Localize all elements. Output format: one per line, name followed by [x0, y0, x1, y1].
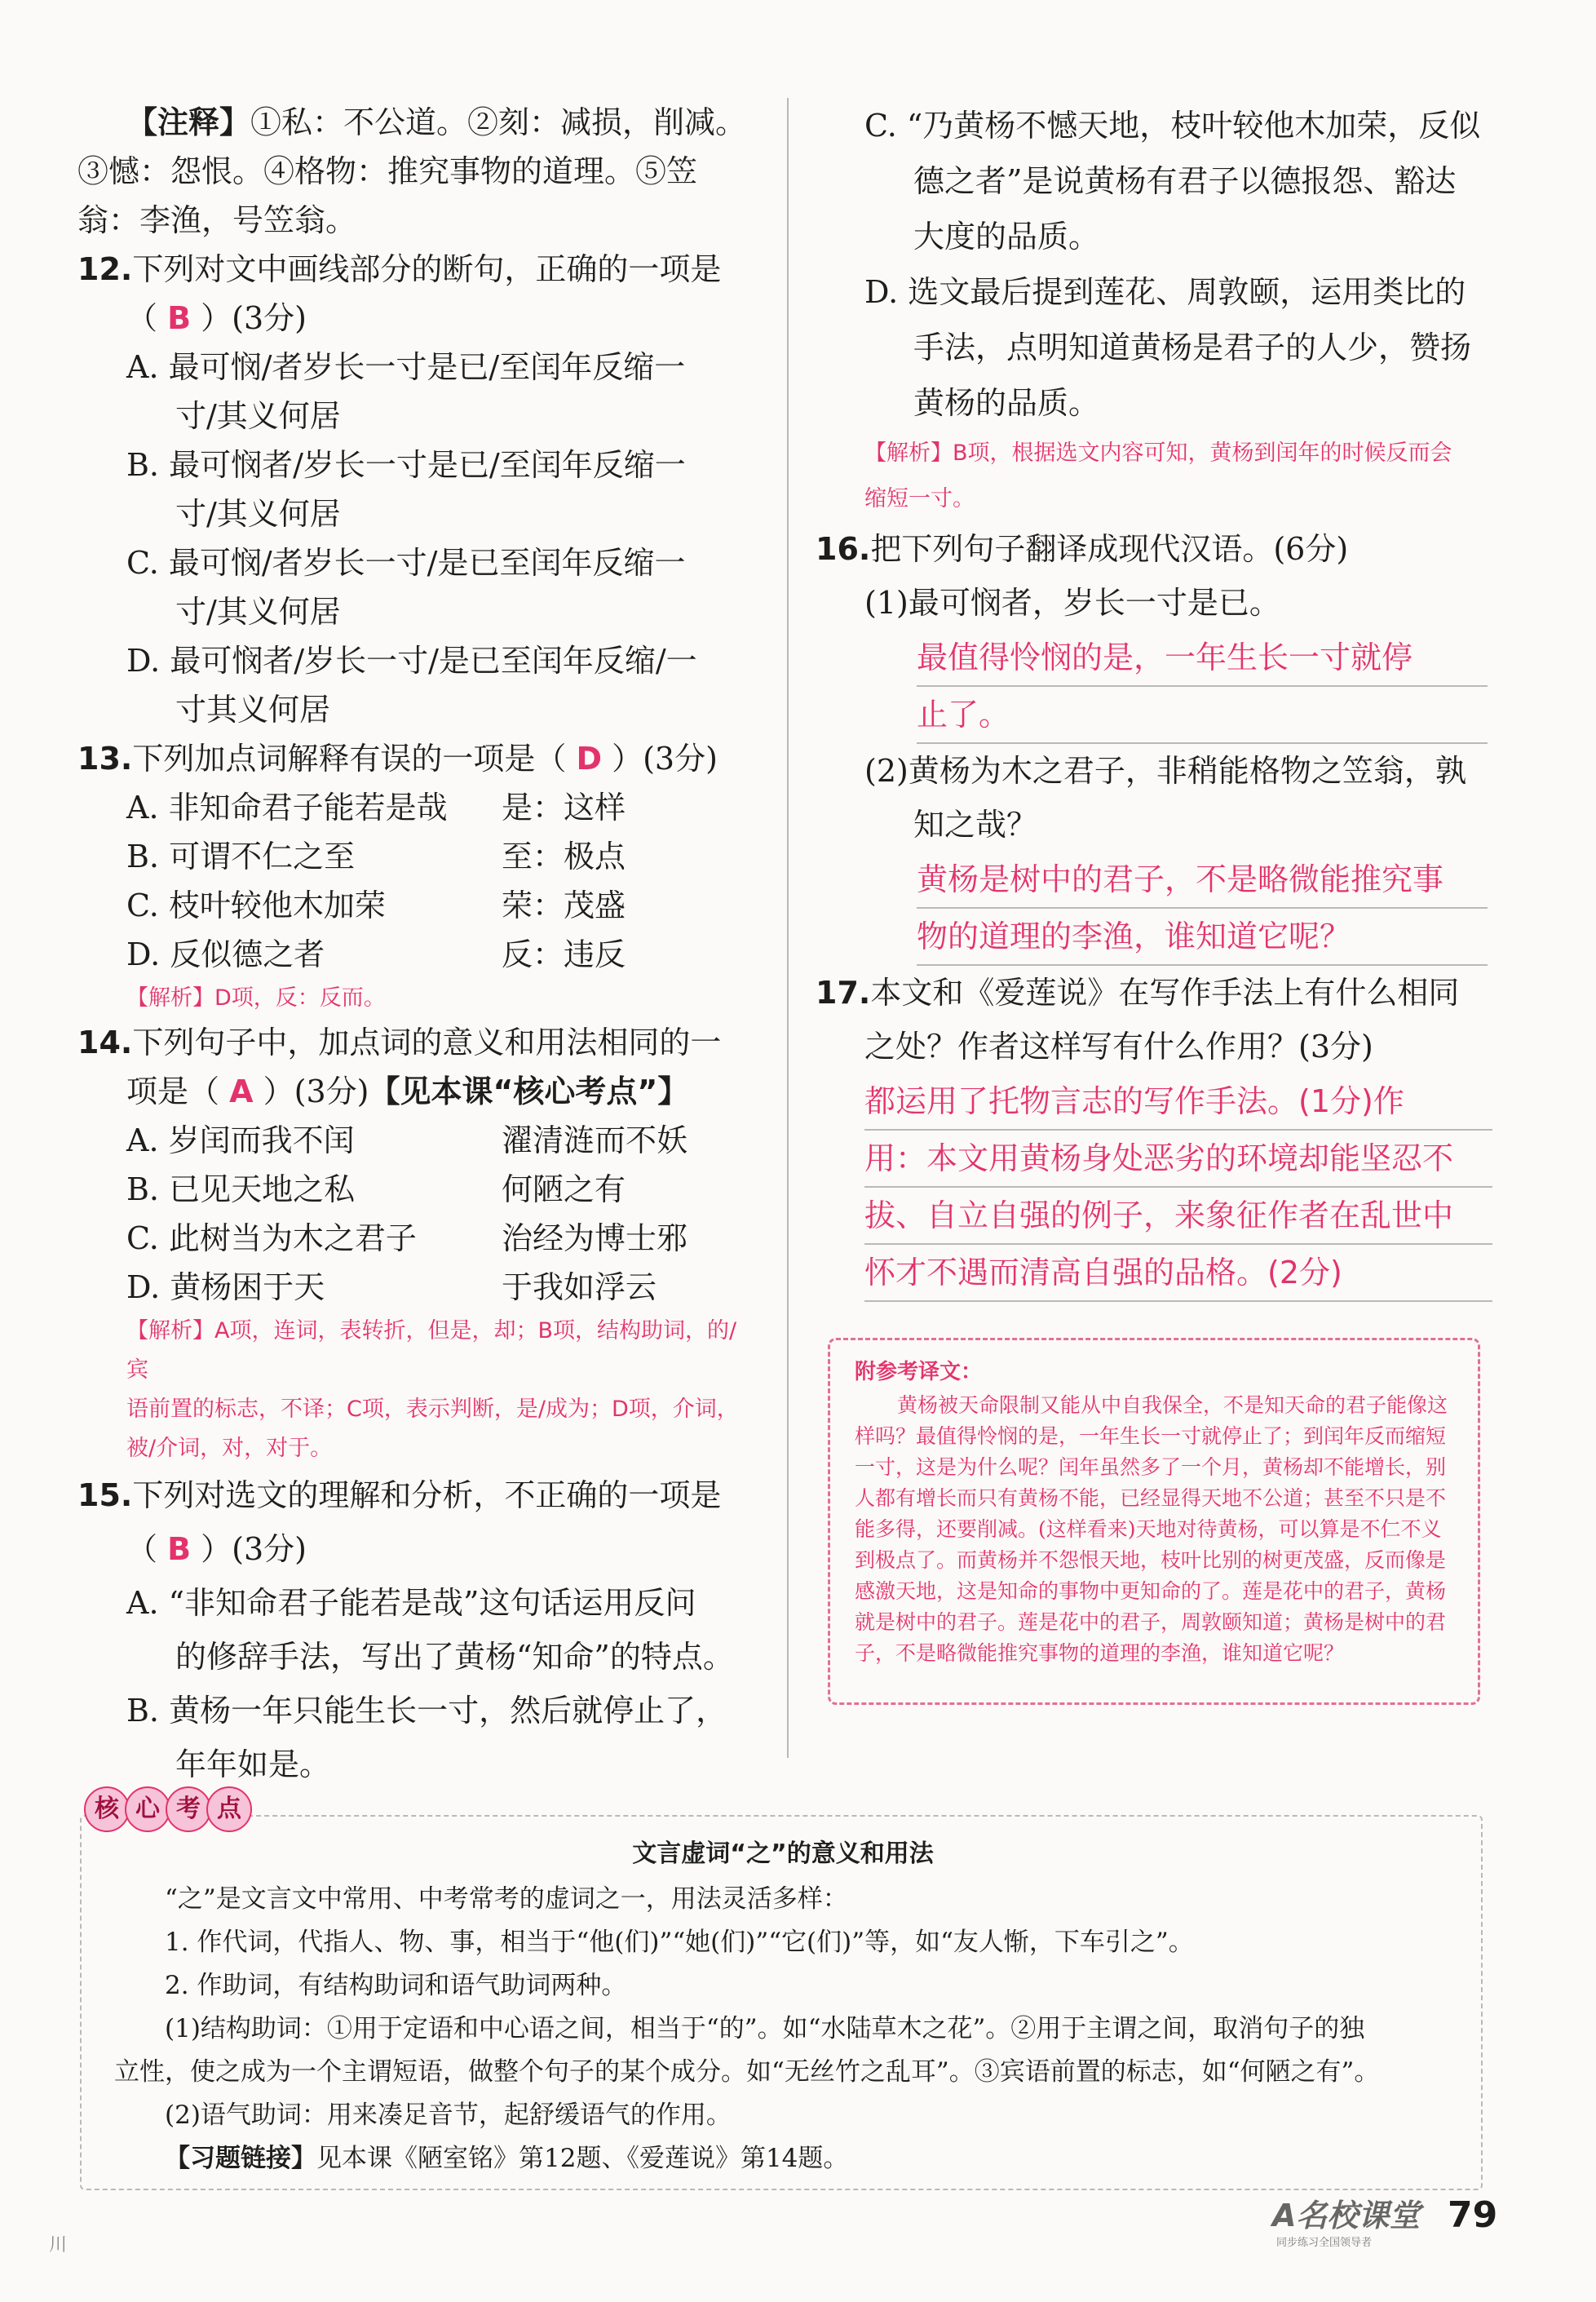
note-line-1: 【注释】①私：不公道。②刻：减损，削减。	[126, 104, 747, 140]
q15-answer: B	[167, 1531, 192, 1567]
q15-option-c: C. “乃黄杨不憾天地，枝叶较他木加荣，反似	[864, 108, 1481, 144]
q14-option-b: B. 已见天地之私 何陋之有	[126, 1171, 626, 1207]
note-line-3: 翁：李渔，号笠翁。	[77, 202, 357, 238]
q14-analysis-1: 【解析】A项，连词，表转折，但是，却；B项，结构助词，的/宾	[126, 1318, 737, 1383]
q12-option-d: D. 最可悯者/岁长一寸/是已至闰年反缩/一	[126, 643, 697, 679]
q14-option-d: D. 黄杨困于天 于我如浮云	[126, 1269, 657, 1305]
q13-stem: 13.下列加点词解释有误的一项是（ D ）(3分)	[77, 741, 718, 777]
q14-option-c: C. 此树当为木之君子 治经为博士邪	[126, 1220, 688, 1256]
q16-answer-2: 黄杨是树中的君子，不是略微能推究事 物的道理的李渔，谁知道它呢？	[816, 852, 1517, 966]
q14-option-a: A. 岁闰而我不闰 濯清涟而不妖	[126, 1122, 688, 1158]
left-column: 【注释】①私：不公道。②刻：减损，削减。 ③憾：怨恨。④格物：推究事物的道理。⑤笠 翁：李渔，号笠翁。 12.下列对文中画线部分的断句，正确的一项是 （ B ）(3分) A. 最可悯/者岁长一寸是已/至闰年反缩一 寸/其义何居 B. 最可悯者/岁长一寸是已/至闰年反缩一 寸/其义何居 C. 最可悯/者岁长一寸/是已至闰年反缩一 寸/其义何居 D. 最可悯者/岁长一寸/是已至闰年反缩/一 寸其义何居 13.下列加点词解释有误的一项是（ D ）(3分) A. 非知命君子能若是哉 是：这样 B. 可谓不仁之至 至：极点 C. 枝叶较他木加荣 荣：茂盛 D. 反似德之者 反：违反 【解析】D项，反：反而。 14.下列句子中，加点词的意义和用法相同的一 项是（ A ）(3分)【见本课“核心考点”】 A. 岁闰而我不闰 濯清涟而不妖 B. 已见天地之私 何陋之有 C. 此树当为木之君子 治经为博士邪 D. 黄杨困于天 于我如浮云 【解析】A项，连词，表转折，但是，却；B项，结构助词，的/宾 语前置的标志，不译；C项，表示判断，是/成为；D项，介词， 被/介词，对，对于。 15.下列对选文的理解和分析，不正确的一项是 （ B ）(3分) A. “非知命君子能若是哉”这句话运用反问 的修辞手法，写出了黄杨“知命”的特点。 B. 黄杨一年只能生长一寸，然后就停止了， 年年如是。	[77, 98, 754, 1791]
q12-answer-line: （ B ）(3分)	[126, 300, 307, 336]
core-points-box	[80, 1815, 1483, 2190]
core-points-badge: 核 心 考 点	[84, 1786, 247, 1832]
q16-sentence-1: (1)最可悯者，岁长一寸是已。	[864, 585, 1280, 621]
q17-answer: 都运用了托物言志的写作手法。(1分)作 用：本文用黄杨身处恶劣的环境却能坚忍不 拔、自立自强的例子，来象征作者在乱世中 怀才不遇而清高自强的品格。(2分)	[816, 1074, 1517, 1302]
q12-option-a: A. 最可悯/者岁长一寸是已/至闰年反缩一	[126, 349, 686, 385]
q13-option-d: D. 反似德之者 反：违反	[126, 936, 626, 972]
q14-analysis-3: 被/介词，对，对于。	[126, 1436, 333, 1461]
q17-stem: 17.本文和《爱莲说》在写作手法上有什么相同	[816, 975, 1460, 1011]
publisher-logo-tagline: 同步练习全国领导者	[1276, 2237, 1373, 2249]
footer-region-mark: 川	[49, 2235, 68, 2256]
q13-answer: D	[576, 741, 602, 777]
q14-stem: 14.下列句子中，加点词的意义和用法相同的一	[77, 1025, 722, 1060]
q12-answer: B	[167, 300, 192, 336]
q14-reference: 【见本课“核心考点”】	[369, 1074, 689, 1109]
q16-answer-1: 最值得怜悯的是，一年生长一寸就停 止了。	[816, 630, 1517, 744]
q13-analysis: 【解析】D项，反：反而。	[126, 985, 386, 1011]
note-label: 【注释】	[126, 104, 251, 140]
q15-option-b: B. 黄杨一年只能生长一寸，然后就停止了，	[126, 1693, 727, 1729]
q14-stem-2: 项是（ A ）(3分)【见本课“核心考点”】	[126, 1074, 689, 1109]
q15-analysis-2: 缩短一寸。	[864, 486, 975, 511]
reference-translation-box	[828, 1338, 1480, 1705]
q13-option-a: A. 非知命君子能若是哉 是：这样	[126, 790, 626, 826]
reference-title: 附参考译文：	[855, 1360, 983, 1384]
core-points-body: “之”是文言文中常用、中考常考的虚词之一，用法灵活多样： 1. 作代词，代指人、物、事，相当于“他(们)”“她(们)”“它(们)”等，如“友人惭，下车引之”。 2. 作助词，有结构助词和语气助词两种。 (1)结构助词：①用于定语和中心语之间，相当于“的”。如“水陆草木之花”。②用于主谓之间，取消句子的独 立性，使之成为一个主谓短语，做整个句子的某个成分。如“无丝竹之乱耳”。③宾语前置的标志，如“何陋之有”。 (2)语气助词：用来凑足音节，起舒缓语气的作用。 【习题链接】见本课《陋室铭》第12题、《爱莲说》第14题。	[114, 1884, 1380, 2173]
q12-option-b: B. 最可悯者/岁长一寸是已/至闰年反缩一	[126, 447, 686, 483]
exercise-link-label: 【习题链接】	[165, 2144, 316, 2173]
q15-option-a: A. “非知命君子能若是哉”这句话运用反问	[126, 1585, 696, 1621]
q14-answer: A	[229, 1074, 254, 1109]
q13-option-c: C. 枝叶较他木加荣 荣：茂盛	[126, 888, 626, 923]
q15-stem: 15.下列对选文的理解和分析，不正确的一项是	[77, 1477, 722, 1513]
q15-analysis-1: 【解析】B项，根据选文内容可知，黄杨到闰年的时候反而会	[864, 440, 1452, 466]
page-number: 79	[1448, 2194, 1498, 2236]
column-divider	[787, 98, 789, 1758]
q15-answer-line: （ B ）(3分)	[126, 1531, 307, 1567]
q12-option-c: C. 最可悯/者岁长一寸/是已至闰年反缩一	[126, 545, 686, 581]
q15-option-d: D. 选文最后提到莲花、周敦颐，运用类比的	[864, 274, 1466, 310]
reference-text: 黄杨被天命限制又能从中自我保全，不是知天命的君子能像这样吗？最值得怜悯的是，一年生长一寸就停止了；到闰年反而缩短一寸，这是为什么呢？闰年虽然多了一个月，黄杨却不能增长，别人都有增长而只有黄杨不能，已经显得天地不公道；甚至不只是不能多得，还要削减。(这样看来)天地对待黄杨，可以算是不仁不义到极点了。而黄杨并不怨恨天地，枝叶比别的树更茂盛，反而像是感激天地，这是知命的事物中更知命的了。莲是花中的君子，黄杨就是树中的君子。莲是花中的君子，周敦颐知道；黄杨是树中的君子，不是略微能推究事物的道理的李渔，谁知道它呢？	[855, 1393, 1448, 1665]
q16-sentence-2: (2)黄杨为木之君子，非稍能格物之笠翁，孰	[864, 753, 1466, 789]
core-points-title: 文言虚词“之”的意义和用法	[632, 1839, 934, 1868]
q16-stem: 16.把下列句子翻译成现代汉语。(6分)	[816, 531, 1349, 567]
note-line-2: ③憾：怨恨。④格物：推究事物的道理。⑤笠	[77, 153, 698, 189]
publisher-logo: A名校课堂	[1272, 2198, 1421, 2233]
q12-stem: 12.下列对文中画线部分的断句，正确的一项是	[77, 251, 722, 287]
right-column: C. “乃黄杨不憾天地，枝叶较他木加荣，反似 德之者”是说黄杨有君子以德报怨、豁达 大度的品质。 D. 选文最后提到莲花、周敦颐，运用类比的 手法，点明知道黄杨是君子的人少，赞扬 黄杨的品质。 【解析】B项，根据选文内容可知，黄杨到闰年的时候反而会 缩短一寸。 16.把下列句子翻译成现代汉语。(6分) (1)最可悯者，岁长一寸是已。 最值得怜悯的是，一年生长一寸就停 止了。 (2)黄杨为木之君子，非稍能格物之笠翁，孰 知之哉？ 黄杨是树中的君子，不是略微能推究事 物的道理的李渔，谁知道它呢？ 17.本文和《爱莲说》在写作手法上有什么相同 之处？作者这样写有什么作用？(3分) 都运用了托物言志的写作手法。(1分)作 用：本文用黄杨身处恶劣的环境却能坚忍不 拔、自立自强的例子，来象征作者在乱世中 怀才不遇而清高自强的品格。(2分)	[816, 98, 1517, 1302]
q14-analysis-2: 语前置的标志，不译；C项，表示判断，是/成为；D项，介词，	[126, 1397, 739, 1422]
q13-option-b: B. 可谓不仁之至 至：极点	[126, 839, 626, 874]
